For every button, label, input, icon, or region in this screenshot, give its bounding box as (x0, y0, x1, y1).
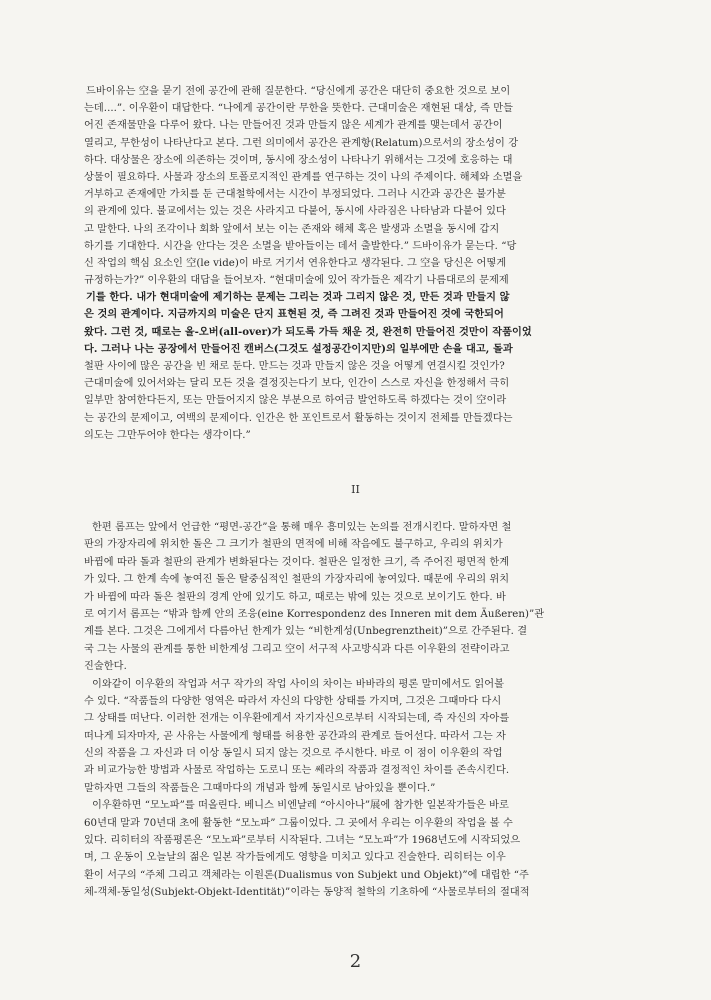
text-line: 규정하는가?” 이우환의 대답을 들어보자. “현대미술에 있어 작가들은 제각기 나름대로의 문제제 (84, 275, 509, 287)
text-line: 가 바뀜에 따라 돌은 철판의 경계 안에 있기도 하고, 때로는 밖에 있는 것으로 보이기도 한다. 바 (84, 591, 506, 603)
text-line: 계를 본다. 그것은 그에게서 다름아닌 한계가 있는 “비한계성(Unbegrenztheit)”으로 간주된다. 결 (84, 626, 528, 638)
text-line: 근대미술에 있어서와는 달리 모든 것을 결정짓는다기 보다, 인간이 스스로 자신을 한정해서 극히 (84, 378, 510, 390)
text-line: 열리고, 무한성이 나타난다고 본다. 그런 의미에서 공간은 관계항(Relatum)으로서의 장소성이 강 (84, 137, 519, 149)
text-line: 는데....”. 이우환이 대답한다. “나에게 공간이란 무한을 뜻한다. 근대미술은 재현된 대상, 즉 만들 (84, 103, 514, 115)
text-line: 떠나게 되자마자, 곧 사유는 사물에게 형태를 허용한 공간과의 관계로 들어선다. 따라서 그는 자 (84, 730, 506, 742)
text-line: 하다. 대상물은 장소에 의존하는 것이며, 동시에 장소성이 나타나기 위해서는 그것에 호응하는 대 (84, 154, 513, 166)
text-line: 드바이유는 空을 묻기 전에 공간에 관해 질문한다. “당신에게 공간은 대단히 중요한 것으로 보이 (86, 86, 511, 97)
body-text-section-2 (84, 519, 644, 902)
text-line: 과 비교가능한 방법과 사물로 작업하는 도로니 또는 쎄라의 작품과 결정적인 차이를 존속시킨다. (84, 765, 510, 777)
text-line: 로 여기서 롬프는 “밖과 함께 안의 조응(eine Korrespondenz des Inneren mit dem Äußeren)”관 (84, 608, 545, 620)
text-line: 어진 존재물만을 다루어 왔다. 나는 만들어진 것과 만들지 않은 세계가 관계를 맺는데서 공간이 (84, 120, 503, 132)
text-line: 는 공간의 문제이고, 여백의 문제이다. 인간은 한 포인트로서 활동하는 것이지 전체를 만들겠다는 (84, 412, 513, 424)
text-line: 며, 그 운동이 오늘날의 젊은 일본 작가들에게도 영향을 미치고 있다고 진술한다. 리히터는 이우 (84, 852, 506, 864)
section-heading: II (351, 483, 360, 496)
text-line: 한편 롬프는 앞에서 언급한 “평면-공간”을 통해 매우 흥미있는 논의를 전개시킨다. 말하자면 철 (92, 522, 512, 533)
text-line: 진술한다. (84, 661, 127, 673)
text-line: 신 작업의 핵심 요소인 空(le vide)이 바로 거기서 연유한다고 생각된다. 그 空을 당신은 어떻게 (84, 257, 507, 269)
text-line: 상물이 필요하다. 사물과 장소의 토폴로지적인 관계를 연구하는 것이 나의 주제이다. 해체와 소멸을 (84, 171, 523, 183)
text-line: 국 그는 사물의 관계를 통한 비한계성 그리고 空이 서구적 사고방식과 다른 이우환의 전략이라고 (84, 643, 510, 655)
text-line: 그 상태를 떠난다. 이러한 전개는 이우환에게서 자기자신으로부터 시작되는데, 즉 자신의 자아를 (84, 713, 510, 725)
text-line: 이우환하면 “모노파”를 떠올린다. 베니스 비엔날레 “아시아나”展에 참가한 일본작가들은 바로 (92, 800, 509, 812)
text-line: 고 말한다. 나의 조각이나 회화 앞에서 보는 이는 존재와 해체 혹은 발생과 소멸을 동시에 갑지 (84, 223, 500, 235)
text-line: 60년대 말과 70년대 초에 활동한 “모노파” 그룹이었다. 그 곳에서 우리는 이우환의 작업을 볼 수 (84, 817, 513, 829)
text-line: 판의 가장자리에 위치한 돌은 그 크기가 철판의 면적에 비해 작음에도 불구하고, 우리의 위치가 (84, 539, 503, 551)
text-line: 말하자면 그들의 작품들은 그때마다의 개념과 함께 동일시로 남아있을 뿐이다.” (84, 782, 436, 794)
text-line: 다. 그러나 나는 공장에서 만들어진 캔버스(그것도 설정공간이지만)의 일부에만 손을 대고, 돌과 (84, 342, 513, 355)
text-line: 거부하고 존재에만 가치를 둔 근대철학에서는 시간이 부정되었다. 그러나 시간과 공간은 불가분 (84, 189, 506, 201)
text-line: 신의 작품을 그 자신과 더 이상 동일시 되지 않는 것으로 주시한다. 바로 이 점이 이우환의 작업 (84, 748, 503, 760)
text-line: 바뀜에 따라 돌과 철판의 관계가 변화된다는 것이다. 철판은 일정한 크기, 즉 주어진 평면적 한계 (84, 556, 510, 568)
text-line: 철판 사이에 많은 공간을 빈 채로 둔다. 만드는 것과 만들지 않은 것을 어떻게 연결시킬 것인가? (84, 361, 505, 372)
text-line: 이와같이 이우환의 작업과 서구 작가의 작업 사이의 차이는 바바라의 평론 말미에서도 읽어볼 (92, 678, 505, 690)
text-line: 왔다. 그런 것, 때로는 올-오버(all-over)가 되도록 가득 채운 것, 완전히 만들어진 것만이 작품이었 (84, 325, 532, 338)
text-line: 기를 한다. 내가 현대미술에 제기하는 문제는 그리는 것과 그리지 않은 것, 만든 것과 만들지 않 (86, 291, 510, 304)
text-line: 하기를 기대한다. 시간을 안다는 것은 소멸을 받아들이는 데서 출발한다.” 드바이유가 묻는다. “당 (84, 240, 517, 252)
text-line: 환이 서구의 “주체 그리고 객체라는 이원론(Dualismus von Subjekt und Objekt)”에 대립한 “주 (84, 869, 529, 881)
text-line: 의 관계에 있다. 불교에서는 있는 것은 사라지고 다붙어, 동시에 사라짐은 나타남과 다붙어 있다 (84, 206, 506, 218)
body-text-section-1 (84, 83, 644, 444)
text-line: 있다. 리히터의 작품평론은 “모노파”로부터 시작된다. 그녀는 “모노파”가 1968년도에 시작되었으 (84, 835, 521, 847)
text-line: 체-객체-동일성(Subjekt-Objekt-Identität)”이라는 동양적 철학의 기초하에 “사물로부터의 절대적 (84, 887, 530, 899)
text-line: 수 있다. “작품들의 다양한 영역은 따라서 자신의 다양한 상태를 가지며, 그것은 그때마다 다시 (84, 695, 502, 707)
page-number: 2 (349, 951, 362, 972)
text-line: 일부만 참여한다든지, 또는 만들어지지 않은 부분으로 하여금 발언하도록 하겠다는 것이 空이라 (84, 395, 507, 407)
text-line: 의도는 그만두어야 한다는 생각이다.” (84, 429, 251, 441)
text-line: 가 있다. 그 한계 속에 놓여진 돌은 탈중심적인 철판의 가장자리에 놓여있다. 때문에 우리의 위치 (84, 574, 510, 586)
text-line: 은 것의 관계이다. 지금까지의 미술은 단지 표현된 것, 즉 그려진 것과 만들어진 것에 국한되어 (84, 308, 504, 321)
